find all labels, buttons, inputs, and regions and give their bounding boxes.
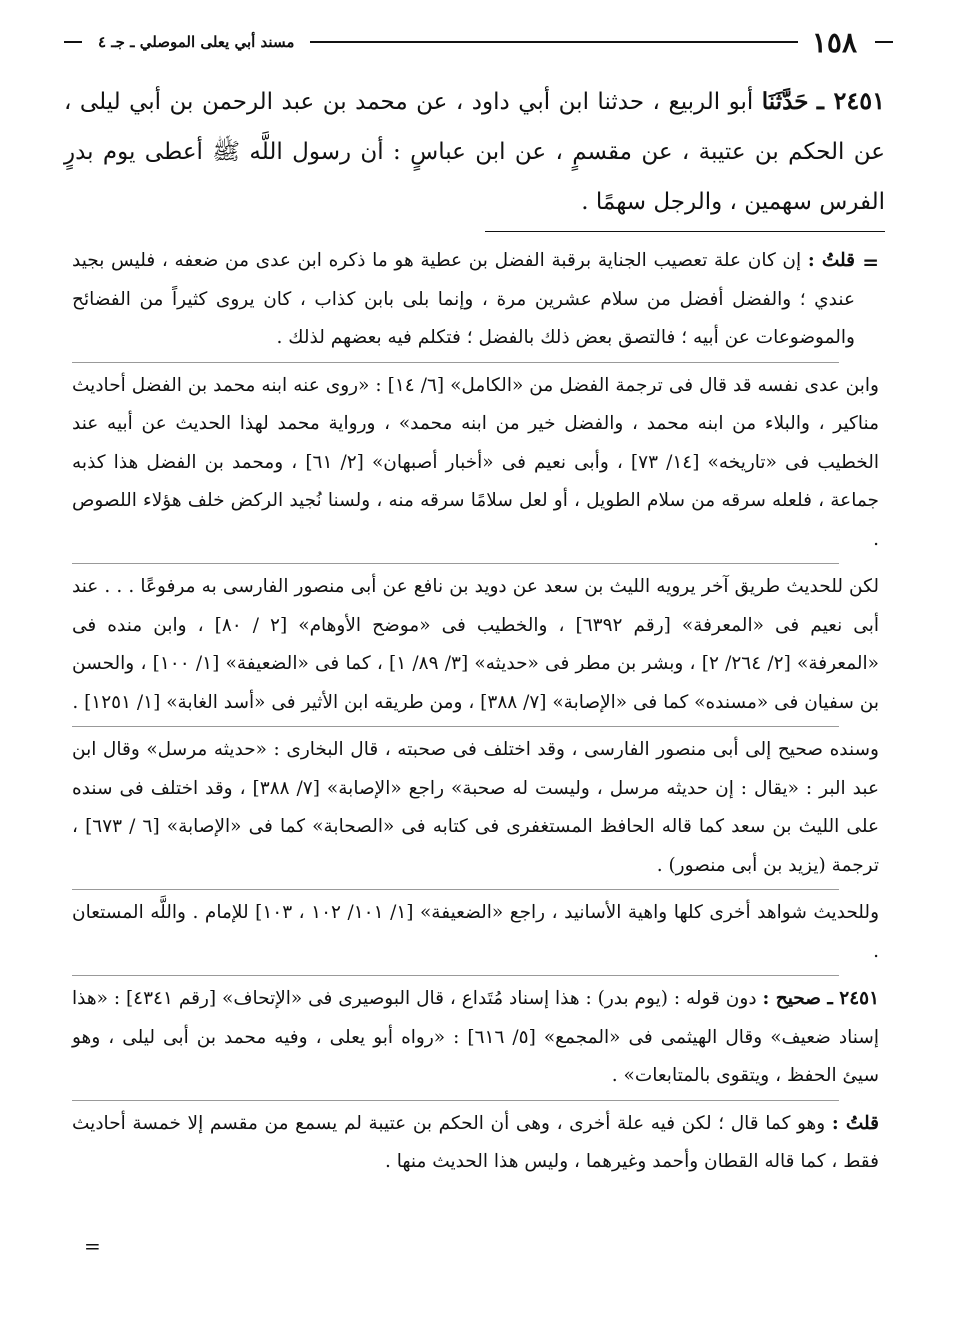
note-paragraph: وسنده صحيح إلى أبى منصور الفارسى ، وقد اختلف فى صحبته ، قال البخارى : «حديثه مرسل» وقال ابن عبد البر : «يقال : إن حديثه مرسل ، وليست له صحبة» راجع «الإصابة» [٧/ ٣٨٨] ، وقد اختلف فى سنده على الليث بن سعد كما قاله الحافظ المستغفرى فى كتابه فى «الصحابة» كما فى «الإصابة» [٦ / ٦٧٣] ، ترجمة (يزيد بن أبى منصور) .: [72, 739, 879, 876]
note-text: إن كان علة تعصيب الجناية برقبة الفضل بن عطية هو ما ذكره ابن عدى من ضعفه ، فليس بجيد عندي ؛ والفضل أفضل من سلام عشرين مرة ، وإنما بلى بابن كذاب ، كان يروى كثيراً من الفضائح والموضوعات عن أبيه ؛ فالتصق بعض ذلك بالفضل ؛ فتكلم فيه بعضهم لذلك .: [72, 250, 855, 348]
hadith-lead: حَدَّثَنَا: [761, 88, 809, 115]
paragraph-divider: [72, 563, 839, 564]
paragraph-divider: [72, 1100, 839, 1101]
continuation-mark: =: [862, 250, 879, 274]
note-label: قلتُ :: [831, 1112, 879, 1134]
note-paragraph: [72, 1105, 879, 1182]
end-continuation-mark: =: [84, 1234, 101, 1258]
paragraph-divider: [72, 975, 839, 976]
paragraph-divider: [72, 889, 839, 890]
header-rule-middle: [310, 41, 798, 43]
note-text: وهو كما قال ؛ لكن فيه علة أخرى ، وهى أن الحكم بن عتيبة لم يسمع من مقسم إلا خمسة أحاديث فقط ، كما قاله القطان وأحمد وغيرهما ، وليس هذا الحديث منها .: [72, 1112, 879, 1172]
hadith-number: ٢٤٥١ ـ: [816, 86, 886, 115]
note-label: قلتُ :: [807, 250, 855, 271]
running-title: مسند أبي يعلى الموصلي ـ جـ ٤: [98, 33, 295, 51]
footnotes: [72, 242, 879, 1182]
hadith-text: [64, 76, 885, 227]
header-rule-right: [875, 41, 893, 43]
header-rule-left: [64, 41, 82, 43]
note-text: دون قوله : (يوم بدر) : هذا إسناد مُتَداع ، قال البوصيرى فى «الإتحاف» [رقم ٤٣٤١] : «هذا إسناد ضعيف» وقال الهيثمى فى «المجمع» [٥/ ٦١٦] : «رواه أبو يعلى ، وفيه محمد بن أبى ليلى ، وهو سيئ الحفظ ، ويتقوى بالمتابعات» .: [72, 988, 879, 1086]
paragraph-divider: [72, 726, 839, 727]
note-label: ٢٤٥١ ـ صحيح :: [762, 988, 880, 1009]
hadith-body: أبو الربيع ، حدثنا ابن أبي داود ، عن محمد بن عبد الرحمن بن أبي ليلى ، عن الحكم بن عتيبة ، عن مقسمٍ ، عن ابن عباسٍ : أن رسول اللَّه ﷺ أعطى يوم بدرٍ الفرس سهمين ، والرجل سهمًا .: [64, 89, 885, 215]
footnote-separator: [485, 231, 885, 232]
note-paragraph: [72, 980, 879, 1096]
note-paragraph: وللحديث شواهد أخرى كلها واهية الأسانيد ، راجع «الضعيفة» [١/ ١٠١/ ١٠٢ ، ١٠٣] للإمام . واللَّه المستعان .: [72, 902, 880, 962]
note-paragraph: لكن للحديث طريق آخر يرويه الليث بن سعد عن دويد بن نافع عن أبى منصور الفارسى به مرفوعًا . . . عند أبى نعيم فى «المعرفة» [رقم ٦٣٩٢] ، والخطيب فى «موضح الأوهام» [٢ / ٨٠] ، وابن منده فى «المعرفة» [٢/ ٢٦٤/ ٢] ، وبشر بن مطر فى «حديثه» [٣/ ٨٩/ ١] ، كما فى «الضعيفة» [١/ ١٠٠] ، والحسن بن سفيان فى «مسنده» كما فى «الإصابة» [٧/ ٣٨٨] ، ومن طريقه ابن الأثير فى «أسد الغابة» [١/ ١٢٥١] .: [72, 576, 880, 713]
paragraph-divider: [72, 362, 839, 363]
note-paragraph: وابن عدى نفسه قد قال فى ترجمة الفضل من «الكامل» [٦/ ١٤] : «روى عنه ابنه محمد بن الفضل أحاديث مناكير ، والبلاء من ابنه محمد ، والفضل خير من ابنه محمد» ، ورواية محمد لهذا الحديث عن أبيه عند الخطيب فى «تاريخه» [١٤/ ٧٣] ، وأبى نعيم فى «أخبار أصبهان» [٢/ ٦١] ، ومحمد بن الفضل هذا كذبه جماعة ، فلعله سرقه من سلام الطويل ، أو لعل سلامًا سرقه منه ، ولسنا نُجيد الركض خلف هؤلاء اللصوص .: [72, 374, 879, 550]
note-paragraph: [72, 242, 879, 358]
page-header: [58, 20, 899, 64]
page-number: ١٥٨: [811, 25, 857, 59]
